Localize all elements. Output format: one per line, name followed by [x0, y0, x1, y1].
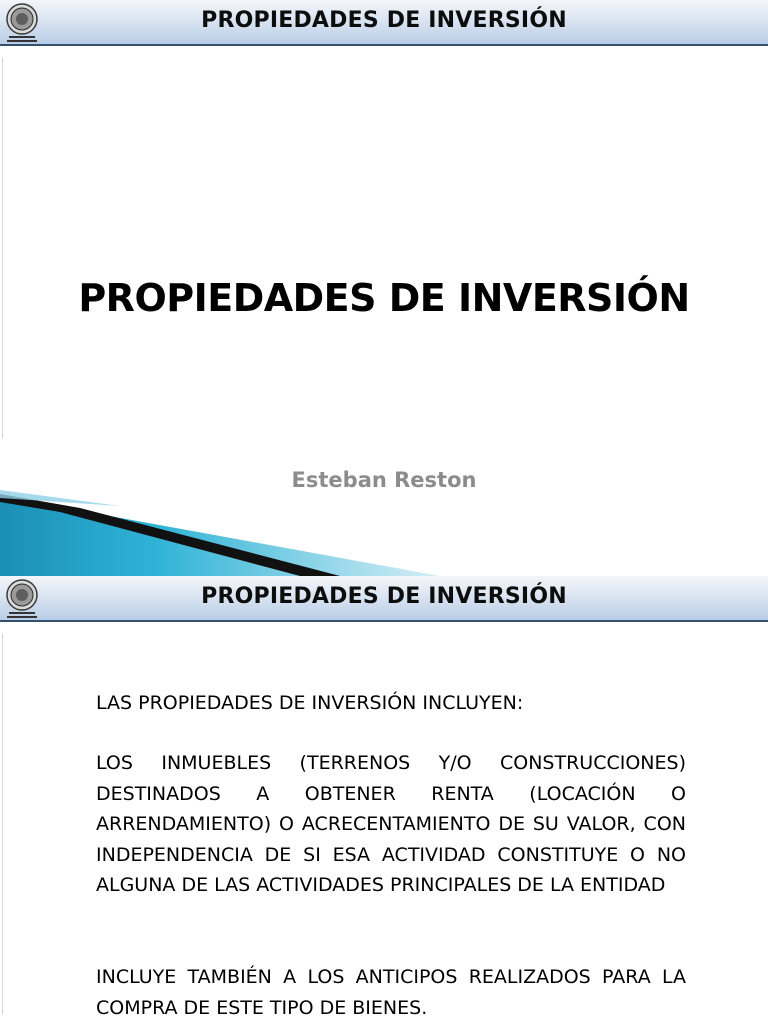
slide-header — [0, 0, 768, 46]
slide-header — [0, 576, 768, 622]
slide-left-rule — [2, 58, 3, 438]
intro-paragraph: LAS PROPIEDADES DE INVERSIÓN INCLUYEN: — [96, 692, 524, 714]
header-title: PROPIEDADES DE INVERSIÓN — [201, 584, 567, 609]
header-title: PROPIEDADES DE INVERSIÓN — [201, 8, 567, 33]
author-name: Esteban Reston — [291, 468, 477, 492]
decorative-swoosh — [0, 488, 768, 576]
slide-left-rule — [2, 634, 3, 1014]
definition-paragraph: LOS INMUEBLES (TERRENOS Y/O CONSTRUCCIONES) DESTINADOS A OBTENER RENTA (LOCACIÓN O ARRENDAMIENTO) O ACRECENTAMIENTO DE SU VALOR, CON INDEPENDENCIA DE SI ESA ACTIVIDAD CONSTITUYE O NO ALGUNA DE LAS ACTIVIDADES PRINCIPALES DE LA ENTIDAD — [96, 752, 686, 896]
slide-title: PROPIEDADES DE INVERSIÓN — [78, 276, 690, 320]
content-slide — [0, 576, 768, 1024]
advances-paragraph: INCLUYE TAMBIÉN A LOS ANTICIPOS REALIZADOS PARA LA COMPRA DE ESTE TIPO DE BIENES. — [96, 966, 686, 1019]
